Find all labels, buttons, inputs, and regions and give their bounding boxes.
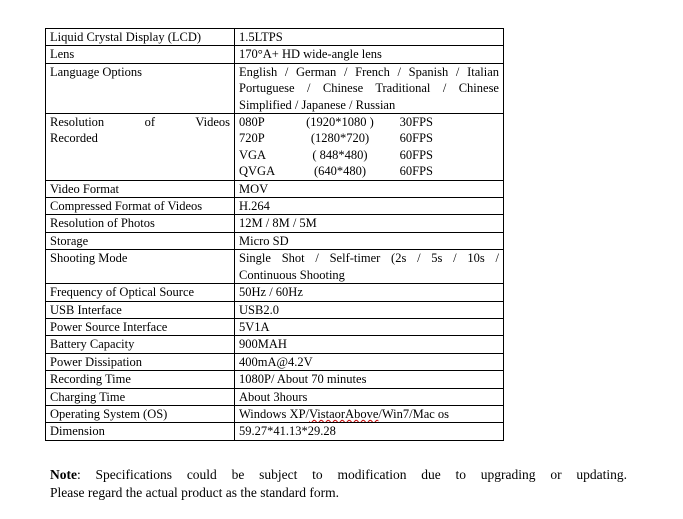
os-part: /Win7/Mac os — [378, 406, 450, 421]
spec-label: Shooting Mode — [46, 250, 235, 284]
spec-value — [235, 114, 504, 181]
spec-value — [235, 63, 504, 113]
spec-label: Frequency of Optical Source — [46, 284, 235, 301]
note-line: Please regard the actual product as the standard form. — [50, 485, 340, 500]
spec-label: Recording Time — [46, 371, 235, 388]
language-line: Portuguese / Chinese Traditional / Chinese — [239, 81, 499, 96]
spec-value: MOV — [235, 180, 504, 197]
note-paragraph — [50, 466, 627, 502]
video-resolution-row — [239, 163, 499, 179]
note-label: Note — [50, 467, 77, 482]
video-resolution-row — [239, 114, 499, 130]
video-fps: 30FPS — [399, 115, 433, 130]
spec-value: USB2.0 — [235, 301, 504, 318]
table-row — [46, 336, 504, 353]
note-text: : Specifications could be subject to modification due to upgrading or updating. — [77, 467, 627, 482]
language-line: Simplified / Japanese / Russian — [239, 97, 396, 112]
table-row — [46, 250, 504, 284]
table-row — [46, 284, 504, 301]
table-row — [46, 215, 504, 232]
spec-label: Language Options — [46, 63, 235, 113]
spec-label: USB Interface — [46, 301, 235, 318]
video-mode: QVGA — [239, 164, 276, 179]
spec-label: Storage — [46, 232, 235, 249]
spec-value: 5V1A — [235, 318, 504, 335]
video-size: (1280*720) — [310, 131, 370, 146]
spec-value: Micro SD — [235, 232, 504, 249]
spec-label: Resolution of Photos — [46, 215, 235, 232]
video-size: (640*480) — [313, 164, 367, 179]
spec-label: Battery Capacity — [46, 336, 235, 353]
table-row — [46, 388, 504, 405]
spec-value: 400mA@4.2V — [235, 353, 504, 370]
video-fps: 60FPS — [399, 164, 433, 179]
video-fps: 60FPS — [399, 147, 433, 162]
video-fps: 60FPS — [399, 131, 433, 146]
os-part: Windows XP/ — [239, 406, 309, 421]
spec-value: 1080P/ About 70 minutes — [235, 371, 504, 388]
label-line: Resolution of Videos — [50, 115, 230, 130]
table-row — [46, 301, 504, 318]
video-mode: 720P — [239, 131, 265, 146]
video-mode: 080P — [239, 115, 265, 130]
table-row — [46, 353, 504, 370]
table-row — [46, 371, 504, 388]
spec-value: 900MAH — [235, 336, 504, 353]
spec-label: Power Dissipation — [46, 353, 235, 370]
spellcheck-underlined-word: VistaorAbove — [309, 406, 379, 421]
table-row — [46, 29, 504, 46]
video-resolution-row — [239, 130, 499, 146]
spec-value — [235, 405, 504, 422]
spec-value: 1.5LTPS — [235, 29, 504, 46]
spec-label — [46, 114, 235, 181]
spec-label: Compressed Format of Videos — [46, 198, 235, 215]
spec-value: H.264 — [235, 198, 504, 215]
shooting-line: Single Shot / Self-timer (2s / 5s / 10s / — [239, 251, 499, 266]
table-row — [46, 180, 504, 197]
spec-label: Charging Time — [46, 388, 235, 405]
spec-value: 59.27*41.13*29.28 — [235, 423, 504, 440]
note-line — [50, 466, 627, 484]
table-row — [46, 318, 504, 335]
spec-label: Video Format — [46, 180, 235, 197]
table-row — [46, 63, 504, 113]
spec-value: 12M / 8M / 5M — [235, 215, 504, 232]
spec-value: 170°A+ HD wide-angle lens — [235, 46, 504, 63]
table-row — [46, 232, 504, 249]
video-size: (1920*1080 ) — [306, 115, 374, 130]
label-line: Recorded — [50, 131, 98, 146]
spec-label: Power Source Interface — [46, 318, 235, 335]
spec-label: Dimension — [46, 423, 235, 440]
spec-label: Lens — [46, 46, 235, 63]
table-row — [46, 405, 504, 422]
table-row — [46, 423, 504, 440]
table-row — [46, 46, 504, 63]
language-line: English / German / French / Spanish / Italian — [239, 64, 499, 79]
spec-label: Liquid Crystal Display (LCD) — [46, 29, 235, 46]
video-mode: VGA — [239, 147, 267, 162]
spec-label: Operating System (OS) — [46, 405, 235, 422]
video-resolution-row — [239, 147, 499, 163]
table-row — [46, 198, 504, 215]
video-size: ( 848*480) — [312, 147, 368, 162]
spec-value: 50Hz / 60Hz — [235, 284, 504, 301]
table-row — [46, 114, 504, 181]
spec-value — [235, 250, 504, 284]
specification-table — [45, 28, 504, 441]
shooting-line: Continuous Shooting — [239, 267, 345, 282]
spec-value: About 3hours — [235, 388, 504, 405]
